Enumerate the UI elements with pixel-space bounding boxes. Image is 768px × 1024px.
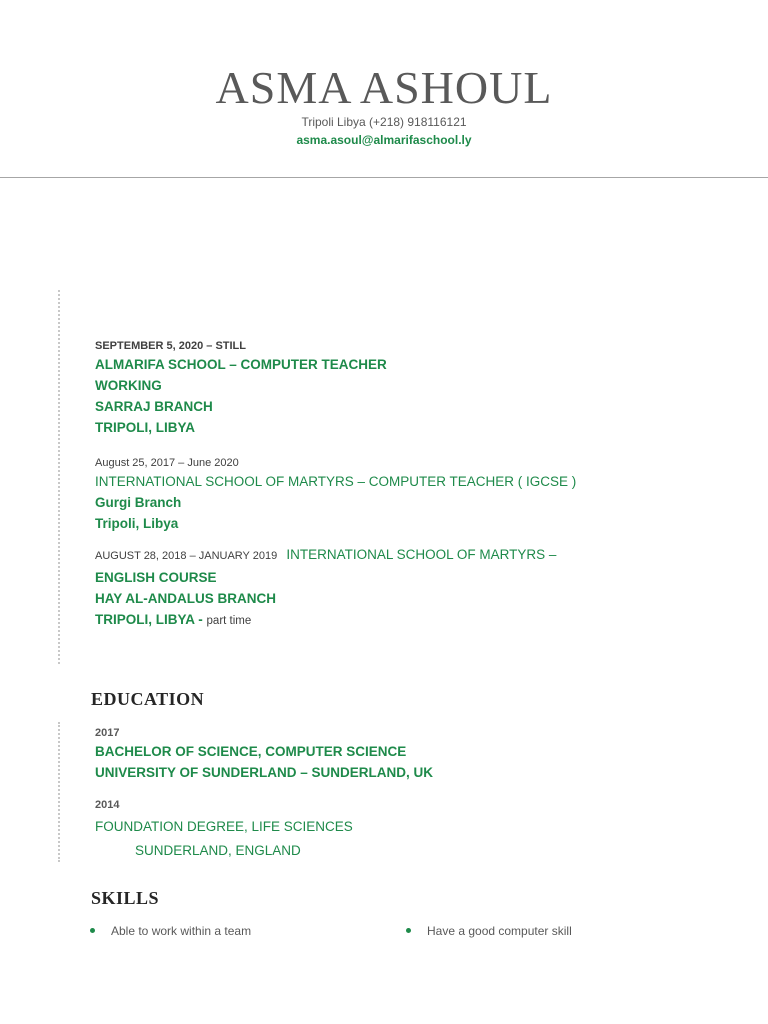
bullet-icon: [90, 928, 95, 933]
experience-2-date: August 25, 2017 – June 2020: [95, 457, 239, 469]
education-2-year: 2014: [95, 799, 120, 811]
contact-info: Tripoli Libya (+218) 918116121: [301, 115, 467, 129]
experience-3-location: TRIPOLI, LIBYA -: [95, 612, 203, 627]
experience-divider-line: [58, 290, 60, 664]
education-heading: EDUCATION: [91, 689, 205, 709]
experience-3-branch: HAY AL-ANDALUS BRANCH: [95, 591, 277, 606]
experience-3-course: ENGLISH COURSE: [95, 570, 217, 585]
skill-text-1: Able to work within a team: [111, 924, 252, 938]
resume-header: [0, 0, 768, 178]
skill-item-2: [406, 924, 572, 938]
experience-3-location-line: [95, 610, 251, 631]
experience-1-branch: SARRAJ BRANCH: [95, 399, 213, 414]
skill-text-2: Have a good computer skill: [427, 924, 572, 938]
experience-3-title: INTERNATIONAL SCHOOL OF MARTYRS –: [286, 547, 557, 562]
experience-2-branch: Gurgi Branch: [95, 495, 182, 510]
education-1-degree: BACHELOR OF SCIENCE, COMPUTER SCIENCE: [95, 744, 407, 759]
education-divider-line: [58, 722, 60, 862]
experience-3-date: AUGUST 28, 2018 – JANUARY 2019: [95, 550, 278, 562]
education-1-school: UNIVERSITY OF SUNDERLAND – SUNDERLAND, UK: [95, 765, 434, 780]
experience-1-location: TRIPOLI, LIBYA: [95, 420, 196, 435]
education-2-location: SUNDERLAND, ENGLAND: [135, 843, 301, 858]
experience-3-heading: [95, 548, 556, 563]
education-2-degree: FOUNDATION DEGREE, LIFE SCIENCES: [95, 819, 353, 834]
experience-3-note: part time: [206, 615, 252, 627]
candidate-name: ASMA ASHOUL: [215, 62, 553, 113]
bullet-icon: [406, 928, 411, 933]
experience-2-location: Tripoli, Libya: [95, 516, 179, 531]
experience-1-status: WORKING: [95, 378, 162, 393]
experience-1-title: ALMARIFA SCHOOL – COMPUTER TEACHER: [95, 357, 387, 372]
experience-2-title: INTERNATIONAL SCHOOL OF MARTYRS – COMPUTER TEACHER ( IGCSE ): [95, 474, 577, 489]
email-address: asma.asoul@almarifaschool.ly: [296, 133, 472, 147]
skills-heading: SKILLS: [91, 888, 160, 908]
experience-1-date: SEPTEMBER 5, 2020 – STILL: [95, 340, 246, 352]
skill-item-1: [90, 924, 251, 938]
education-1-year: 2017: [95, 727, 120, 739]
